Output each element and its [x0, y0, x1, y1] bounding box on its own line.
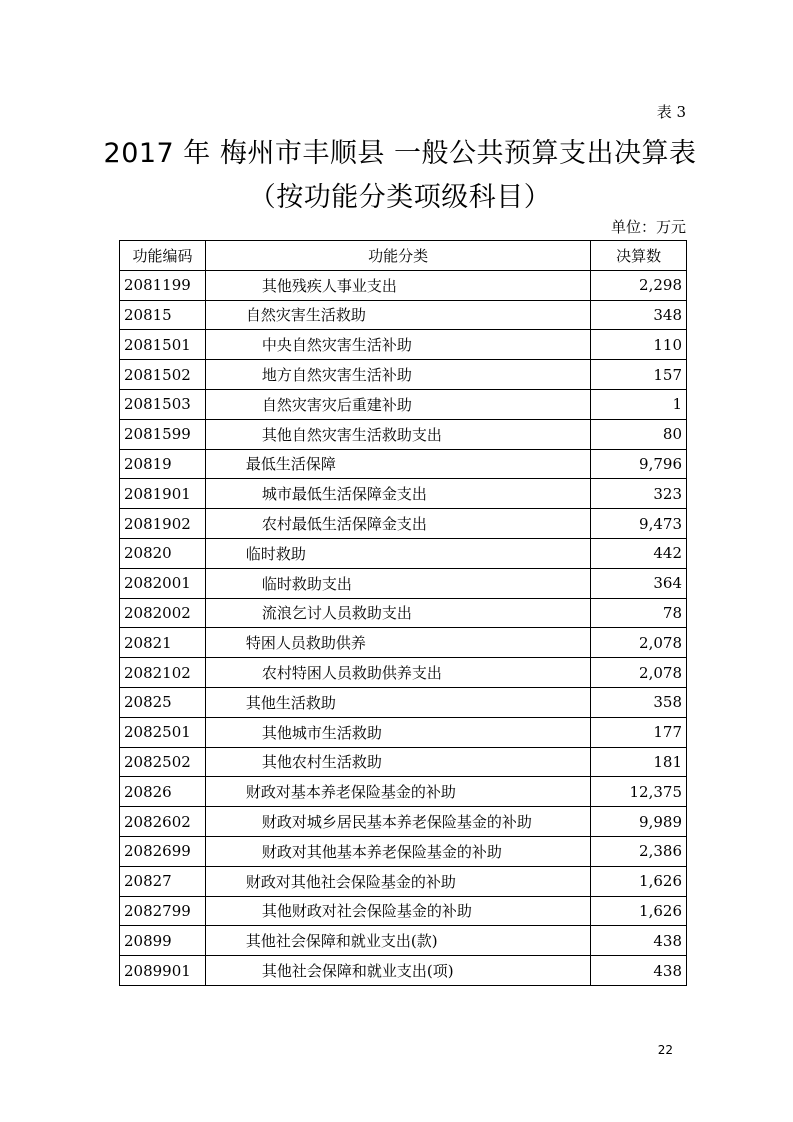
row-code: 2081503: [120, 389, 206, 419]
row-amount: 348: [591, 300, 687, 330]
header-amount: 决算数: [591, 241, 687, 271]
table-row: [120, 628, 687, 658]
row-code: 20826: [120, 777, 206, 807]
row-code: 2082799: [120, 896, 206, 926]
row-name: 临时救助支出: [205, 568, 590, 598]
table-number: 表 3: [656, 103, 686, 121]
page-number: 22: [657, 1043, 673, 1057]
row-amount: 9,473: [591, 509, 687, 539]
table-row: [120, 479, 687, 509]
row-name: 自然灾害生活救助: [205, 300, 590, 330]
row-code: 20825: [120, 687, 206, 717]
row-amount: 442: [591, 538, 687, 568]
table-row: [120, 896, 687, 926]
table-row: [120, 270, 687, 300]
row-amount: 177: [591, 717, 687, 747]
row-name: 其他城市生活救助: [205, 717, 590, 747]
row-code: 2082502: [120, 747, 206, 777]
table-body: [120, 270, 687, 985]
row-amount: 181: [591, 747, 687, 777]
page-title: 2017 年 梅州市丰顺县 一般公共预算支出决算表（按功能分类项级科目）: [103, 138, 697, 213]
row-name: 其他生活救助: [205, 687, 590, 717]
table-row: [120, 717, 687, 747]
row-code: 2081199: [120, 270, 206, 300]
row-name: 流浪乞讨人员救助支出: [205, 598, 590, 628]
row-amount: 323: [591, 479, 687, 509]
table-row: [120, 568, 687, 598]
table-header-row: [120, 241, 687, 271]
row-amount: 1,626: [591, 866, 687, 896]
row-amount: 364: [591, 568, 687, 598]
row-name: 城市最低生活保障金支出: [205, 479, 590, 509]
row-code: 20821: [120, 628, 206, 658]
table-row: [120, 360, 687, 390]
row-name: 其他自然灾害生活救助支出: [205, 419, 590, 449]
row-name: 农村最低生活保障金支出: [205, 509, 590, 539]
row-amount: 110: [591, 330, 687, 360]
row-name: 财政对城乡居民基本养老保险基金的补助: [205, 807, 590, 837]
row-code: 2081901: [120, 479, 206, 509]
row-name: 中央自然灾害生活补助: [205, 330, 590, 360]
row-code: 2089901: [120, 956, 206, 986]
row-amount: 1,626: [591, 896, 687, 926]
row-amount: 157: [591, 360, 687, 390]
unit-label: 单位：万元: [610, 218, 686, 236]
table-row: [120, 747, 687, 777]
row-amount: 2,078: [591, 658, 687, 688]
table-row: [120, 956, 687, 986]
table-row: [120, 777, 687, 807]
row-code: 2081502: [120, 360, 206, 390]
row-code: 2082699: [120, 836, 206, 866]
row-amount: 438: [591, 956, 687, 986]
row-name: 自然灾害灾后重建补助: [205, 389, 590, 419]
row-name: 财政对其他基本养老保险基金的补助: [205, 836, 590, 866]
row-name: 地方自然灾害生活补助: [205, 360, 590, 390]
row-amount: 78: [591, 598, 687, 628]
row-amount: 2,386: [591, 836, 687, 866]
row-amount: 12,375: [591, 777, 687, 807]
row-code: 20827: [120, 866, 206, 896]
row-name: 其他财政对社会保险基金的补助: [205, 896, 590, 926]
row-code: 20815: [120, 300, 206, 330]
row-name: 其他社会保障和就业支出(款): [205, 926, 590, 956]
table-row: [120, 926, 687, 956]
row-code: 2082501: [120, 717, 206, 747]
row-name: 特困人员救助供养: [205, 628, 590, 658]
row-amount: 438: [591, 926, 687, 956]
table-row: [120, 300, 687, 330]
table-row: [120, 598, 687, 628]
table-row: [120, 389, 687, 419]
row-amount: 1: [591, 389, 687, 419]
row-code: 2081501: [120, 330, 206, 360]
table-row: [120, 836, 687, 866]
row-code: 2082001: [120, 568, 206, 598]
row-code: 2081902: [120, 509, 206, 539]
row-amount: 2,078: [591, 628, 687, 658]
row-name: 其他残疾人事业支出: [205, 270, 590, 300]
row-name: 财政对其他社会保险基金的补助: [205, 866, 590, 896]
row-amount: 2,298: [591, 270, 687, 300]
row-code: 20820: [120, 538, 206, 568]
row-code: 2081599: [120, 419, 206, 449]
row-code: 20899: [120, 926, 206, 956]
table-row: [120, 538, 687, 568]
budget-table: [119, 240, 687, 986]
table-row: [120, 419, 687, 449]
row-amount: 358: [591, 687, 687, 717]
header-code: 功能编码: [120, 241, 206, 271]
table-row: [120, 687, 687, 717]
row-name: 临时救助: [205, 538, 590, 568]
header-name: 功能分类: [205, 241, 590, 271]
row-name: 其他农村生活救助: [205, 747, 590, 777]
row-code: 2082602: [120, 807, 206, 837]
row-amount: 9,989: [591, 807, 687, 837]
row-name: 财政对基本养老保险基金的补助: [205, 777, 590, 807]
table-row: [120, 807, 687, 837]
row-amount: 80: [591, 419, 687, 449]
row-code: 2082102: [120, 658, 206, 688]
row-name: 最低生活保障: [205, 449, 590, 479]
row-name: 农村特困人员救助供养支出: [205, 658, 590, 688]
table-row: [120, 509, 687, 539]
row-name: 其他社会保障和就业支出(项): [205, 956, 590, 986]
row-code: 20819: [120, 449, 206, 479]
table-row: [120, 330, 687, 360]
row-amount: 9,796: [591, 449, 687, 479]
table-row: [120, 658, 687, 688]
row-code: 2082002: [120, 598, 206, 628]
table-row: [120, 866, 687, 896]
table-row: [120, 449, 687, 479]
